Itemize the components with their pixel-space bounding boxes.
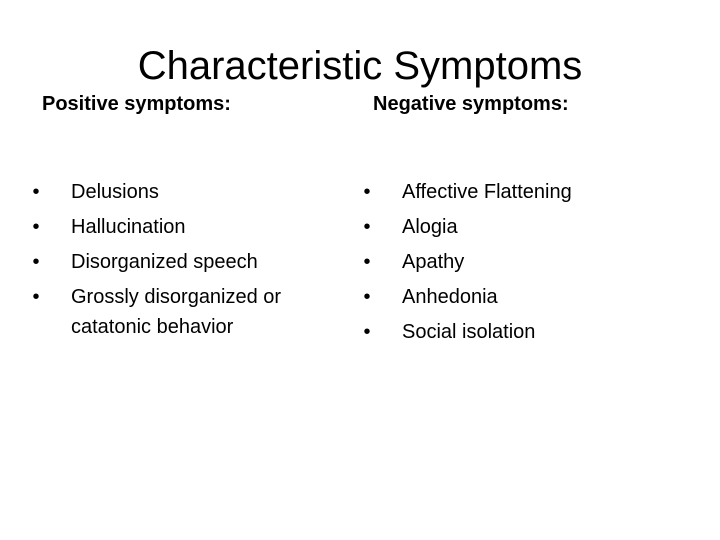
list-item <box>30 280 330 345</box>
list-item-text: Hallucination <box>71 216 186 238</box>
list-item-text: Disorganized speech <box>71 251 258 273</box>
bullet-icon: • <box>32 286 40 308</box>
list-item-text: Apathy <box>402 251 465 273</box>
bullet-icon: • <box>363 216 371 238</box>
list-item-text: Alogia <box>402 216 458 238</box>
list-item <box>361 245 681 280</box>
list-item <box>30 245 330 280</box>
list-item-text: Grossly disorganized or catatonic behavior <box>71 286 282 338</box>
bullet-icon: • <box>363 251 371 273</box>
list-item <box>361 315 681 350</box>
negative-symptoms-list <box>361 175 681 350</box>
positive-symptoms-heading: Positive symptoms: <box>42 93 231 115</box>
bullet-icon: • <box>32 216 40 238</box>
list-item-text: Delusions <box>71 181 159 203</box>
list-item <box>30 175 330 210</box>
list-item-text: Anhedonia <box>402 286 498 308</box>
bullet-icon: • <box>363 321 371 343</box>
bullet-icon: • <box>32 181 40 203</box>
list-item <box>361 280 681 315</box>
list-item-text: Affective Flattening <box>402 181 572 203</box>
negative-symptoms-heading: Negative symptoms: <box>373 93 569 115</box>
bullet-icon: • <box>363 286 371 308</box>
bullet-icon: • <box>363 181 371 203</box>
list-item <box>30 210 330 245</box>
positive-symptoms-list <box>30 175 330 345</box>
list-item-text: Social isolation <box>402 321 536 343</box>
list-item <box>361 210 681 245</box>
slide-title: Characteristic Symptoms <box>137 44 583 88</box>
bullet-icon: • <box>32 251 40 273</box>
list-item <box>361 175 681 210</box>
